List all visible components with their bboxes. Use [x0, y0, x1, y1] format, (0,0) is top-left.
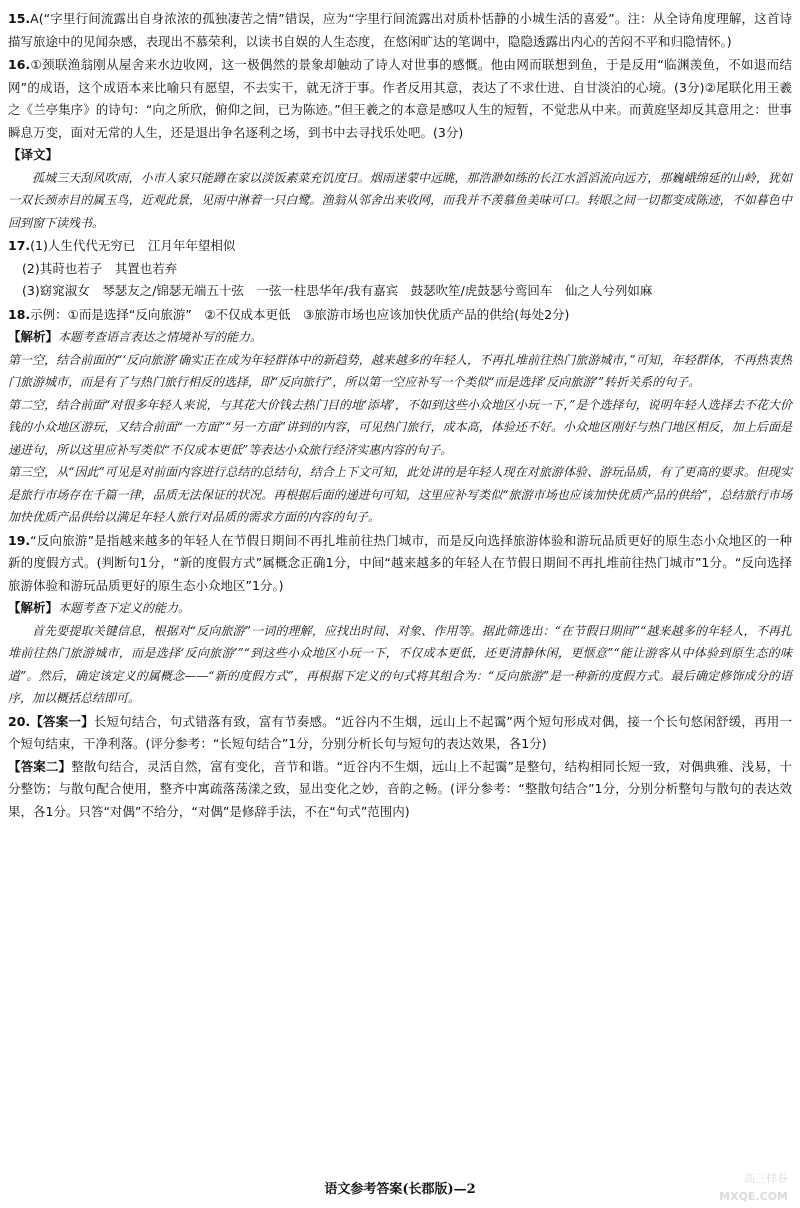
translation-text: 孤城三天刮风吹雨，小市人家只能蹲在家以淡饭素菜充饥度日。烟雨迷蒙中远眺，那浩渺如练的长江水滔滔流向远方，那巍峨绵延的山岭，犹如一双长颈赤目的属玉鸟，近观此景，见雨中淋着一只白鹭。渔翁从邻舍出来收网，而我并不羡慕鱼美味可口。转眼之间一切都变成陈迹，不如暮色中回到窗下读残书。 — [8, 170, 792, 230]
analysis-paragraph-3: 第三空，从“因此”可见是对前面内容进行总结的总结句，结合上下文可知，此处讲的是年轻人现在对旅游体验、游玩品质，有了更高的要求。但现实是旅行市场存在千篇一律，品质无法保证的状况。再根据后面的递进句可知，这里应补写类似“旅游市场也应该加快优质产品的供给”，总结旅行市场加快优质产品供给以满足年轻人旅行对品质的需求方面的内容的句子。 — [8, 465, 792, 524]
question-number: 20. — [8, 713, 31, 729]
answer-line-1: (1)人生代代无穷已 江月年年望相似 — [30, 238, 236, 253]
analysis-label: 【解析】 — [8, 600, 59, 615]
answer-text: 示例：①而是选择“反向旅游” ②不仅成本更低 ③旅游市场也应该加快优质产品的供给(每处2分) — [30, 306, 570, 322]
question-number: 15. — [8, 11, 31, 26]
answer-16 — [8, 54, 792, 234]
answer-19 — [8, 530, 792, 710]
answer-text: A(“字里行间流露出自身浓浓的孤独凄苦之情”错误，应为“字里行间流露出对质朴恬静的小城生活的喜爱”。注：从全诗角度理解，这首诗描写旅途中的见闻杂感，表现出不慕荣利，以读书自娱的人生态度，在悠闲旷达的笔调中，隐隐透露出内心的苦闷不平和归隐情怀。) — [8, 11, 792, 49]
analysis-label: 【解析】 — [8, 329, 59, 344]
analysis-paragraph-1: 首先要提取关键信息，根据对“反向旅游”一词的理解，应找出时间、对象、作用等。据此筛选出：“在节假日期间”“越来越多的年轻人，不再扎堆前往热门旅游城市，而是选择‘反向旅游’”“到这些小众地区小玩一下，不仅成本更低，还更清静休闲，更惬意”“能让游客从中体验到原生态的味道”。然后，确定该定义的属概念——“新的度假方式”，再根据下定义的句式将其组合为：“反向旅游”是一种新的度假方式。最后确定修饰成分的语序，加以概括总结即可。 — [8, 623, 792, 705]
answer-one-text: 长短句结合，句式错落有致，富有节奏感。“近谷内不生烟，远山上不起霭”两个短句形成对偶，接一个长句悠闲舒缓，再用一个短句结束，干净利落。(评分参考：“长短句结合”1分，分别分析长句与短句的表达效果，各1分) — [8, 713, 792, 751]
analysis-paragraph-2: 第二空，结合前面“对很多年轻人来说，与其花大价钱去热门目的地‘添堵’，不如到这些小众地区小玩一下，”是个选择句，说明年轻人选择去不花大价钱的小众地区游玩，又结合前面“一方面”“另一方面”讲到的内容，可见热门旅行，成本高，体验还不好。小众地区刚好与热门地区相反，加上后面是递进句，所以这里应补写类似“不仅成本更低”等表达小众旅行经济实惠内容的句子。 — [8, 397, 792, 457]
question-number: 17. — [8, 238, 31, 253]
page-footer: 语文参考答案(长郡版)—2 — [324, 1182, 476, 1197]
question-number: 16. — [8, 57, 31, 72]
translation-label: 【译文】 — [8, 147, 59, 162]
answer-17 — [8, 235, 792, 303]
answer-page — [8, 8, 792, 824]
analysis-intro: 本题考查下定义的能力。 — [58, 601, 191, 615]
watermark-text: 高三样卷 — [744, 1172, 788, 1185]
answer-two-label: 【答案二】 — [8, 758, 72, 774]
answer-one-label: 【答案一】 — [30, 713, 94, 729]
analysis-paragraph-1: 第一空，结合前面的“‘反向旅游’确实正在成为年轻群体中的新趋势，越来越多的年轻人，不再扎堆前往热门旅游城市，”可知，年轻群体，不再热衷热门旅游城市，而是有了与热门旅行相反的选择，即“反向旅行”，所以第一空应补写一个类似“而是选择‘反向旅游’”转折关系的句子。 — [8, 352, 792, 389]
question-number: 19. — [8, 532, 31, 548]
answer-20 — [8, 711, 792, 824]
answer-text: “反向旅游”是指越来越多的年轻人在节假日期间不再扎堆前往热门城市，而是反向选择旅游体验和游玩品质更好的原生态小众地区的一种新的度假方式。(判断句1分，“新的度假方式”属概念正确1分，中间“越来越多的年轻人在节假日期间不再扎堆前往热门城市”1分。“反向选择旅游体验和游玩品质更好的原生态小众地区”1分。) — [8, 532, 792, 593]
answer-line-2: (2)其莳也若子 其置也若弃 — [22, 260, 178, 276]
answer-15 — [8, 8, 792, 53]
answer-18 — [8, 304, 792, 529]
question-number: 18. — [8, 306, 31, 322]
watermark-url: MXQE.COM — [719, 1190, 788, 1203]
answer-line-3: (3)窈窕淑女 琴瑟友之/锦瑟无端五十弦 一弦一柱思华年/我有嘉宾 鼓瑟吹笙/虎鼓瑟兮鸾回车 仙之人兮列如麻 — [22, 283, 653, 298]
analysis-intro: 本题考查语言表达之情境补写的能力。 — [58, 330, 263, 344]
answer-text: ①颈联渔翁刚从屋舍来水边收网，这一极偶然的景象却触动了诗人对世事的感慨。他由网而联想到鱼，于是反用“临渊羡鱼，不如退而结网”的成语，这个成语本来比喻只有愿望，不去实干，就无济于事。作者反用其意，表达了不求仕进、自甘淡泊的心境。(3分)②尾联化用王羲之《兰亭集序》的诗句：“向之所欣，俯仰之间，已为陈迹。”但王羲之的本意是感叹人生的短暂，不觉悲从中来。而黄庭坚却反其意用之：世事瞬息万变，面对无常的人生，还是退出争名逐利之场，到书中去寻找乐处吧。(3分) — [8, 57, 792, 140]
answer-two-text: 整散句结合，灵活自然，富有变化，音节和谐。“近谷内不生烟，远山上不起霭”是整句，结构相同长短一致，对偶典雅、浅易，十分整饬；与散句配合使用，整齐中寓疏落荡漾之致，显出变化之妙，音韵之畅。(评分参考：“整散句结合”1分，分别分析整句与散句的表达效果，各1分。只答“对偶”不给分，“对偶”是修辞手法，不在“句式”范围内) — [8, 758, 792, 819]
